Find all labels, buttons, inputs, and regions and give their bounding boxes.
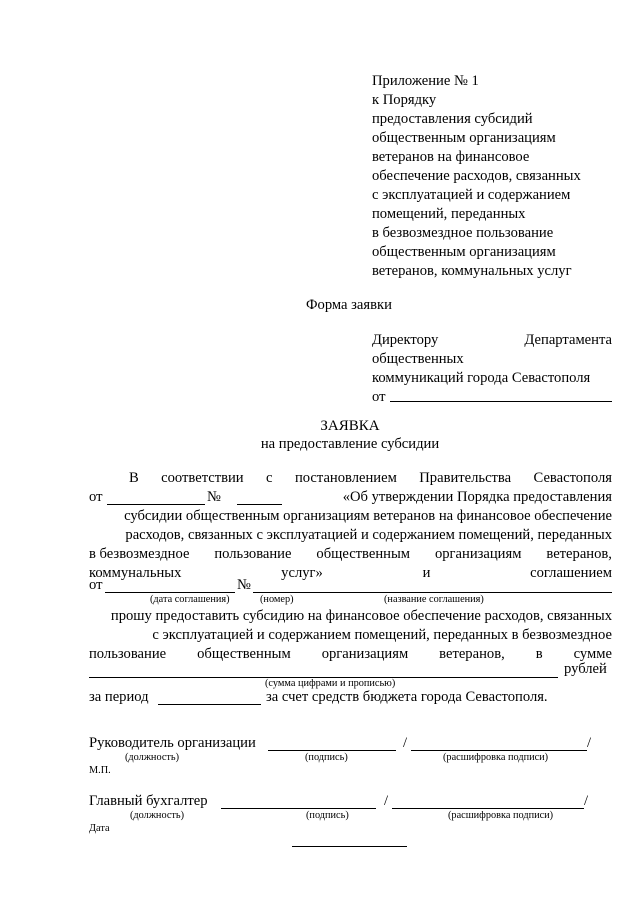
appendix-line: обеспечение расходов, связанных bbox=[372, 168, 581, 184]
body-word: постановлением bbox=[294, 470, 397, 486]
rubles-label: рублей bbox=[564, 661, 607, 677]
body-word: сумме bbox=[573, 646, 612, 662]
caption-number: (номер) bbox=[260, 594, 294, 605]
head-slash-2: / bbox=[587, 735, 592, 751]
chief-decoding-blank bbox=[392, 808, 584, 809]
appendix-line: в безвозмездное пользование bbox=[372, 225, 554, 241]
addressee-word: Департамента bbox=[524, 332, 612, 348]
head-caption-decoding: (расшифровка подписи) bbox=[443, 752, 549, 763]
body-line-2-from: от bbox=[89, 489, 103, 505]
head-slash-1: / bbox=[403, 735, 408, 751]
addressee-word: Директору bbox=[372, 332, 439, 348]
body-word: организациям bbox=[434, 546, 522, 562]
body-word: В bbox=[129, 470, 139, 486]
head-label: Руководитель организации bbox=[89, 735, 256, 751]
addressee-line-2: общественных bbox=[372, 351, 464, 367]
appendix-line: помещений, переданных bbox=[372, 206, 526, 222]
body-line-8: прошу предоставить субсидию на финансовое обеспечение расходов, связанных bbox=[110, 608, 612, 624]
appendix-line: к Порядку bbox=[372, 92, 437, 108]
body-line-4: расходов, связанных с эксплуатацией и содержанием помещений, переданных bbox=[125, 527, 612, 543]
body-word: Севастополя bbox=[533, 470, 612, 486]
body-word: пользование bbox=[214, 546, 292, 562]
body-line-2-text: «Об утверждении Порядка предоставления bbox=[342, 489, 612, 505]
chief-caption-decoding: (расшифровка подписи) bbox=[448, 810, 554, 821]
caption-name: (название соглашения) bbox=[384, 594, 484, 605]
period-label: за период bbox=[89, 689, 149, 705]
body-word: общественным bbox=[316, 546, 411, 562]
chief-slash-2: / bbox=[584, 793, 589, 809]
document-title: ЗАЯВКА bbox=[320, 418, 380, 434]
head-signature-blank bbox=[268, 750, 396, 751]
head-caption-signature: (подпись) bbox=[305, 752, 348, 763]
body-line-9: с эксплуатацией и содержанием помещений, переданных в безвозмездное bbox=[152, 627, 612, 643]
addressee-line-3: коммуникаций города Севастополя bbox=[372, 370, 591, 386]
chief-signature-blank bbox=[221, 808, 376, 809]
body-word: с bbox=[266, 470, 273, 486]
body-line-3: субсидии общественным организациям ветеранов на финансовое обеспечение bbox=[124, 508, 612, 524]
decree-number-blank bbox=[237, 504, 282, 505]
period-blank bbox=[158, 704, 261, 705]
body-line-5 bbox=[89, 546, 612, 563]
body-word: соглашением bbox=[530, 565, 612, 581]
addressee-from-blank bbox=[390, 401, 612, 402]
body-word: и bbox=[422, 565, 431, 581]
body-word: ветеранов, bbox=[546, 546, 612, 562]
body-line-10 bbox=[89, 646, 612, 663]
body-word: общественным bbox=[197, 646, 291, 662]
addressee-block bbox=[372, 331, 612, 407]
body-word: организациям bbox=[321, 646, 409, 662]
body-word: Правительства bbox=[419, 470, 512, 486]
body-word: коммунальных bbox=[89, 565, 182, 581]
body-word: в bbox=[535, 646, 543, 662]
period-text: за счет средств бюджета города Севастополя. bbox=[266, 689, 548, 705]
appendix-line: ветеранов на финансовое bbox=[372, 149, 530, 165]
head-decoding-blank bbox=[411, 750, 587, 751]
body-line-7-num: № bbox=[237, 577, 251, 593]
caption-sum: (сумма цифрами и прописью) bbox=[265, 678, 396, 689]
chief-caption-signature: (подпись) bbox=[306, 810, 349, 821]
chief-label: Главный бухгалтер bbox=[89, 793, 208, 809]
chief-slash-1: / bbox=[384, 793, 389, 809]
body-word: пользование bbox=[89, 646, 167, 662]
caption-date: (дата соглашения) bbox=[150, 594, 230, 605]
chief-caption-position: (должность) bbox=[130, 810, 185, 821]
footer-divider bbox=[292, 846, 407, 847]
appendix-line: общественным организациям bbox=[372, 244, 556, 260]
body-word: ветеранов, bbox=[439, 646, 505, 662]
agreement-number-blank bbox=[253, 592, 612, 593]
appendix-line: ветеранов, коммунальных услуг bbox=[372, 263, 572, 279]
date-label: Дата bbox=[89, 823, 110, 834]
appendix-line: с эксплуатацией и содержанием bbox=[372, 187, 571, 203]
body-line-1 bbox=[129, 470, 612, 487]
form-label: Форма заявки bbox=[306, 297, 392, 313]
appendix-line: Приложение № 1 bbox=[372, 73, 479, 89]
body-line-6 bbox=[89, 565, 612, 582]
appendix-block bbox=[372, 72, 581, 281]
head-caption-position: (должность) bbox=[125, 752, 180, 763]
body-word: услуг» bbox=[281, 565, 323, 581]
body-line-2-num: № bbox=[207, 489, 221, 505]
appendix-line: общественным организациям bbox=[372, 130, 556, 146]
addressee-line-1 bbox=[372, 331, 612, 350]
addressee-from: от bbox=[372, 389, 386, 405]
body-line-7-from: от bbox=[89, 577, 103, 593]
document-subtitle: на предоставление субсидии bbox=[260, 436, 440, 452]
stamp-label: М.П. bbox=[89, 765, 111, 776]
decree-date-blank bbox=[107, 504, 205, 505]
agreement-date-blank bbox=[105, 592, 235, 593]
body-word: в безвозмездное bbox=[89, 546, 190, 562]
body-word: соответствии bbox=[161, 470, 244, 486]
appendix-line: предоставления субсидий bbox=[372, 111, 533, 127]
